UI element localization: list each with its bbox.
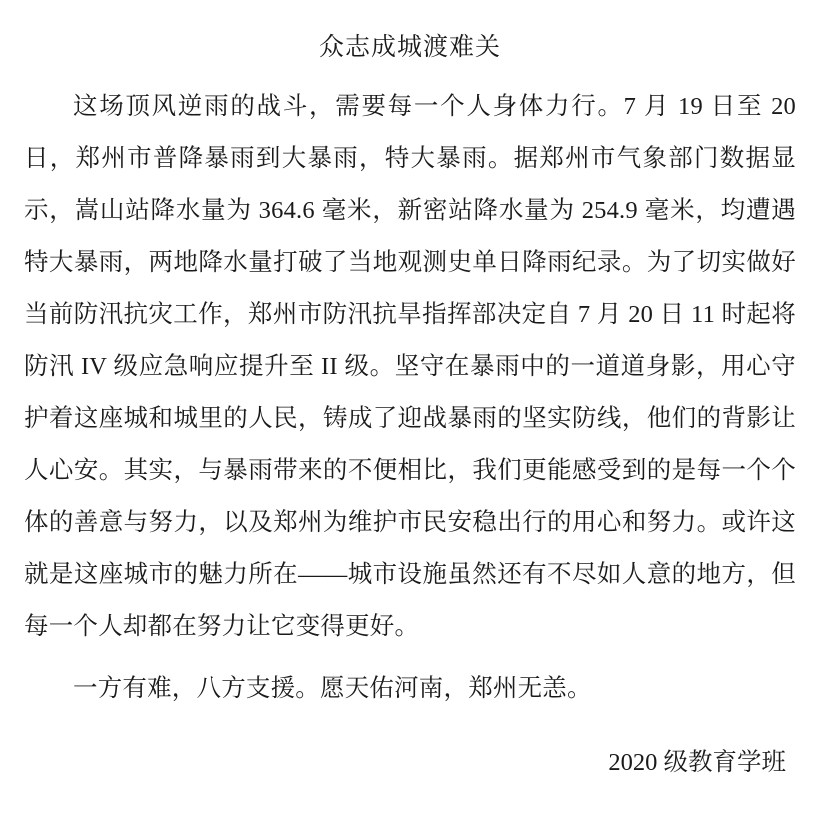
paragraph-main: 这场顶风逆雨的战斗，需要每一个人身体力行。7 月 19 日至 20 日，郑州市普降暴雨到大暴雨，特大暴雨。据郑州市气象部门数据显示，嵩山站降水量为 364.6 毫米，新密站降水量为 254.9 毫米，均遭遇特大暴雨，两地降水量打破了当地观测史单日降雨纪录。为了切实做好当前防汛抗灾工作，郑州市防汛抗旱指挥部决定自 7 月 20 日 11 时起将防汛 IV 级应急响应提升至 II 级。坚守在暴雨中的一道道身影，用心守护着这座城和城里的人民，铸成了迎战暴雨的坚实防线，他们的背影让人心安。其实，与暴雨带来的不便相比，我们更能感受到的是每一个个体的善意与努力，以及郑州为维护市民安稳出行的用心和努力。或许这就是这座城市的魅力所在——城市设施虽然还有不尽如人意的地方，但每一个人却都在努力让它变得更好。 [24, 93, 796, 640]
page-title: 众志成城渡难关 [318, 34, 501, 61]
signature-line: 2020 级教育学班 [608, 749, 786, 776]
paragraph-closing: 一方有难，八方支援。愿天佑河南，郑州无恙。 [73, 675, 592, 702]
document-body [24, 81, 796, 721]
